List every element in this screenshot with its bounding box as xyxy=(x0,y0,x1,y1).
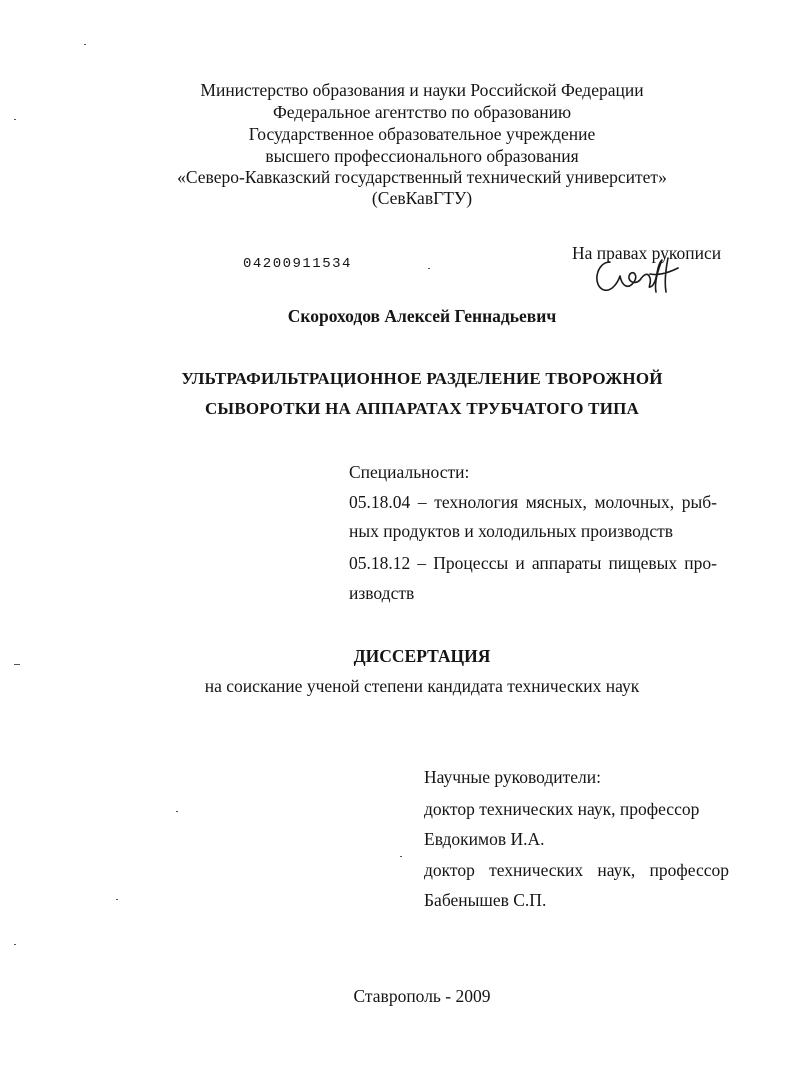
supervisor-1-name: Евдокимов И.А. xyxy=(424,829,545,849)
specialty-1-line-1: 05.18.04 – технология мясных, молочных, рыб- xyxy=(349,492,717,512)
header-abbreviation: (СевКавГТУ) xyxy=(371,188,473,208)
scan-speck xyxy=(84,44,86,45)
scan-speck xyxy=(176,811,178,812)
specialty-1-line-2: ных продуктов и холодильных производств xyxy=(349,521,674,541)
supervisors-heading: Научные руководители: xyxy=(424,767,601,787)
scan-speck xyxy=(14,119,16,120)
scan-speck xyxy=(14,664,20,665)
specialties-heading: Специальности: xyxy=(349,462,470,482)
scan-speck xyxy=(428,268,430,269)
scan-speck xyxy=(14,944,16,945)
scan-speck xyxy=(116,899,118,900)
header-ministry: Министерство образования и науки Российской Федерации xyxy=(200,80,644,100)
author-name: Скороходов Алексей Геннадьевич xyxy=(287,306,557,326)
header-education-level: высшего профессионального образования xyxy=(265,146,579,166)
header-agency: Федеральное агентство по образованию xyxy=(272,102,572,122)
degree-line: на соискание ученой степени кандидата технических наук xyxy=(204,676,640,696)
specialty-2-line-1: 05.18.12 – Процессы и аппараты пищевых про- xyxy=(349,553,717,573)
manuscript-note: На правах рукописи xyxy=(572,243,722,263)
supervisor-2-name: Бабенышев С.П. xyxy=(424,890,547,910)
supervisor-1-title: доктор технических наук, профессор xyxy=(424,799,700,819)
scan-speck xyxy=(400,856,402,857)
supervisor-2-title: доктор технических наук, профессор xyxy=(424,860,729,880)
document-type: ДИССЕРТАЦИЯ xyxy=(353,646,491,666)
registry-number: 04200911534 xyxy=(243,256,352,272)
title-line-2: СЫВОРОТКИ НА АППАРАТАХ ТРУБЧАТОГО ТИПА xyxy=(204,399,640,418)
header-university: «Северо-Кавказский государственный технический университет» xyxy=(177,167,667,187)
title-line-1: УЛЬТРАФИЛЬТРАЦИОННОЕ РАЗДЕЛЕНИЕ ТВОРОЖНОЙ xyxy=(181,369,663,388)
specialty-2-line-2: изводств xyxy=(349,583,415,603)
header-institution-type: Государственное образовательное учреждение xyxy=(248,124,596,144)
author-signature xyxy=(590,252,682,300)
place-year: Ставрополь - 2009 xyxy=(353,986,491,1006)
